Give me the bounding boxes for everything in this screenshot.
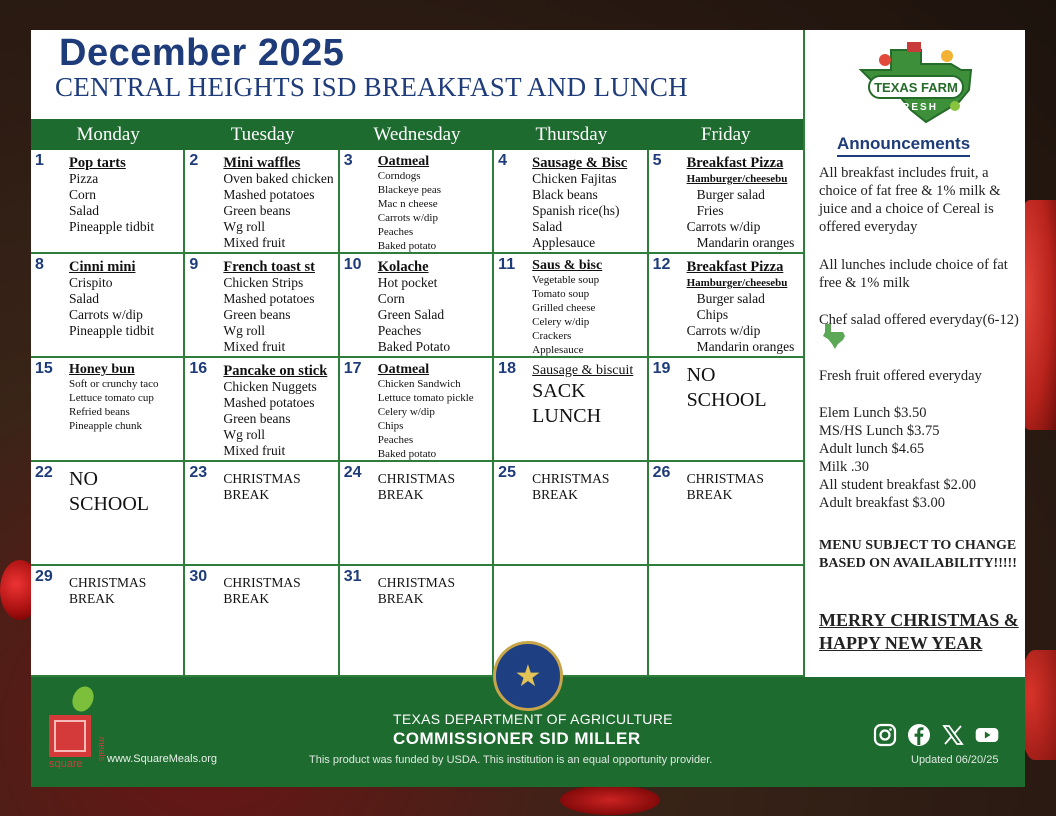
menu-item: Wg roll xyxy=(223,323,266,338)
breakfast-item: Saus & bisc xyxy=(532,258,603,273)
menu-items xyxy=(532,155,644,251)
menu-item: Chicken Fajitas xyxy=(532,171,617,186)
menu-item: Carrots w/dip xyxy=(377,212,438,224)
weekday-thursday: Thursday xyxy=(535,124,608,145)
calendar-grid xyxy=(31,150,803,677)
menu-item: Peaches xyxy=(377,226,414,238)
calendar-day-cell xyxy=(31,462,185,566)
menu-item: BREAK xyxy=(377,591,424,606)
menu-item: Wg roll xyxy=(223,219,266,234)
menu-item: SCHOOL xyxy=(69,493,150,515)
menu-item: Spanish rice(hs) xyxy=(532,203,620,218)
menu-items xyxy=(378,259,490,355)
day-number: 16 xyxy=(189,360,208,377)
breakfast-item: Cinni mini xyxy=(69,259,136,275)
menu-item: LUNCH xyxy=(532,405,602,427)
menu-items xyxy=(532,259,644,357)
menu-item: BREAK xyxy=(377,487,424,502)
calendar-panel xyxy=(31,30,805,677)
menu-item: Pineapple tidbit xyxy=(69,219,155,234)
calendar-day-cell xyxy=(340,150,494,254)
menu-item: BREAK xyxy=(223,487,270,502)
price-line: Milk .30 xyxy=(819,459,869,475)
calendar-day-cell xyxy=(31,358,185,462)
menu-disclaimer: MENU SUBJECT TO CHANGE BASED ON AVAILABILITY!!!!! xyxy=(819,538,1017,571)
menu-items xyxy=(532,363,644,429)
square-meals-url[interactable]: www.SquareMeals.org xyxy=(107,753,218,765)
menu-item: Blackeye peas xyxy=(377,184,441,196)
menu-item: Hamburger/cheesebu xyxy=(686,277,788,289)
texas-shape-icon xyxy=(821,322,847,350)
calendar-day-cell xyxy=(340,566,494,677)
ornament-decoration xyxy=(560,785,660,815)
menu-items xyxy=(223,575,335,607)
weekday-friday: Friday xyxy=(700,124,751,145)
menu-items xyxy=(69,259,181,339)
menu-items xyxy=(378,155,490,253)
footer-bar xyxy=(31,659,1025,787)
updated-date: Updated 06/20/25 xyxy=(911,754,999,766)
breakfast-item: Oatmeal xyxy=(377,362,430,377)
calendar-day-cell xyxy=(31,150,185,254)
menu-items xyxy=(69,155,181,235)
menu-item: CHRISTMAS xyxy=(532,471,610,486)
calendar-day-cell xyxy=(494,150,648,254)
price-line: All student breakfast $2.00 xyxy=(819,477,977,493)
day-number: 8 xyxy=(35,256,44,273)
calendar-day-cell xyxy=(494,254,648,358)
menu-items xyxy=(687,155,801,251)
ornament-decoration xyxy=(1020,650,1056,760)
tda-name: TEXAS DEPARTMENT OF AGRICULTURE xyxy=(393,711,673,727)
holiday-greeting: MERRY CHRISTMAS & HAPPY NEW YEAR xyxy=(819,610,1019,653)
month-title: December 2025 xyxy=(59,32,345,74)
day-number: 11 xyxy=(498,256,516,273)
menu-item: BREAK xyxy=(532,487,578,502)
chef-salad-note: Chef salad offered everyday(6-12) xyxy=(819,312,1019,328)
fresh-text: FRESH xyxy=(894,102,938,113)
menu-item: Carrots w/dip xyxy=(686,219,761,234)
calendar-day-cell xyxy=(185,358,339,462)
day-number: 22 xyxy=(35,464,53,481)
meals-text: meals xyxy=(97,737,107,762)
menu-item: Baked potato xyxy=(377,240,437,252)
price-line: Adult breakfast $3.00 xyxy=(819,495,946,511)
breakfast-item: Mini waffles xyxy=(223,155,301,171)
menu-item: Pineapple chunk xyxy=(69,420,143,432)
menu-item: Pizza xyxy=(69,171,99,186)
breakfast-item: Breakfast Pizza xyxy=(686,259,784,275)
day-number: 15 xyxy=(35,360,53,377)
day-number: 25 xyxy=(498,464,516,481)
calendar-day-cell xyxy=(649,254,803,358)
menu-sheet xyxy=(31,30,1025,787)
price-line: Elem Lunch $3.50 xyxy=(819,405,927,421)
menu-item: Mac n cheese xyxy=(377,198,438,210)
calendar-day-cell xyxy=(340,254,494,358)
menu-item: Vegetable soup xyxy=(532,274,600,286)
menu-item: Green beans xyxy=(223,307,291,322)
calendar-day-cell xyxy=(185,566,339,677)
menu-item: Peaches xyxy=(377,434,414,446)
fresh-fruit-note: Fresh fruit offered everyday xyxy=(819,368,982,384)
menu-items xyxy=(532,471,644,503)
menu-item: Lettuce tomato cup xyxy=(69,392,154,404)
day-number: 30 xyxy=(189,568,208,585)
calendar-day-cell xyxy=(649,462,803,566)
breakfast-item: Pop tarts xyxy=(69,155,126,171)
menu-item: Mashed potatoes xyxy=(223,395,315,410)
calendar-day-cell xyxy=(185,150,339,254)
day-number: 17 xyxy=(343,360,362,377)
day-number: 4 xyxy=(498,152,508,169)
menu-item: Burger salad xyxy=(696,187,765,202)
menu-item: BREAK xyxy=(223,591,270,606)
calendar-day-cell xyxy=(494,358,648,462)
page-title: CENTRAL HEIGHTS ISD BREAKFAST AND LUNCH xyxy=(55,72,688,102)
menu-item: CHRISTMAS xyxy=(69,575,147,590)
menu-item: Carrots w/dip xyxy=(69,307,143,322)
day-number: 23 xyxy=(189,464,208,481)
breakfast-item: French toast st xyxy=(223,259,315,275)
square-meals-logo xyxy=(45,685,107,769)
day-number: 2 xyxy=(189,152,199,169)
menu-item: Chicken Strips xyxy=(223,275,304,290)
menu-item: CHRISTMAS xyxy=(377,471,456,486)
announcements-heading: Announcements xyxy=(837,134,970,157)
menu-item: Fries xyxy=(696,203,724,218)
calendar-day-cell xyxy=(340,462,494,566)
price-line: Adult lunch $4.65 xyxy=(819,441,925,457)
price-line: MS/HS Lunch $3.75 xyxy=(819,423,940,439)
menu-items xyxy=(378,363,490,461)
day-number: 1 xyxy=(35,152,44,169)
announcements-panel xyxy=(807,30,1025,677)
menu-item: Chips xyxy=(377,420,404,432)
menu-items xyxy=(378,471,490,503)
weekday-header xyxy=(31,119,803,150)
day-number: 18 xyxy=(498,360,516,377)
menu-item: Burger salad xyxy=(696,291,765,306)
menu-item: Peaches xyxy=(377,323,422,338)
breakfast-item: Breakfast Pizza xyxy=(686,155,784,171)
menu-items xyxy=(223,259,335,355)
menu-item: Applesauce xyxy=(532,235,596,250)
menu-item: Green beans xyxy=(223,203,291,218)
menu-item: Mandarin oranges xyxy=(696,235,795,250)
social-links xyxy=(873,723,999,747)
menu-item: CHRISTMAS xyxy=(686,471,764,486)
menu-item: Mashed potatoes xyxy=(223,291,315,306)
menu-item: Refried beans xyxy=(69,406,130,418)
day-number: 9 xyxy=(189,256,199,273)
calendar-day-cell xyxy=(494,462,648,566)
menu-items xyxy=(223,155,335,251)
menu-item: BREAK xyxy=(69,591,115,606)
commissioner-name: COMMISSIONER SID MILLER xyxy=(393,729,641,748)
tda-seal-icon: ★ xyxy=(493,641,563,711)
menu-items xyxy=(378,575,490,607)
menu-item: Lettuce tomato pickle xyxy=(377,392,474,404)
breakfast-item: Oatmeal xyxy=(377,154,430,169)
menu-items xyxy=(69,363,181,433)
menu-item: Mixed fruit xyxy=(223,443,286,458)
instagram-icon[interactable] xyxy=(873,723,897,747)
menu-item: NO xyxy=(686,364,716,386)
breakfast-item: Sausage & Bisc xyxy=(532,155,628,171)
menu-item: Black beans xyxy=(532,187,598,202)
lunch-note: All lunches include choice of fat free & 1% milk xyxy=(819,257,1008,291)
menu-item: Crispito xyxy=(69,275,113,290)
menu-item: Chicken Nuggets xyxy=(223,379,317,394)
calendar-day-cell xyxy=(649,358,803,462)
menu-item: Baked Potato xyxy=(377,339,451,354)
menu-item: NO xyxy=(69,468,98,490)
menu-item: Carrots w/dip xyxy=(686,323,761,338)
breakfast-item: Honey bun xyxy=(69,362,135,377)
menu-item: BREAK xyxy=(686,487,733,502)
menu-item: SACK xyxy=(532,380,586,402)
menu-item: SCHOOL xyxy=(686,389,767,411)
youtube-icon[interactable] xyxy=(975,723,999,747)
breakfast-item: Pancake on stick xyxy=(223,363,328,379)
menu-items xyxy=(687,259,801,355)
menu-item: Green Salad xyxy=(377,307,445,322)
calendar-day-cell xyxy=(185,462,339,566)
calendar-day-cell xyxy=(31,566,185,677)
menu-item: Baked potato xyxy=(377,448,437,460)
menu-item: Salad xyxy=(69,203,99,218)
menu-item: Corndogs xyxy=(377,170,421,182)
day-number: 31 xyxy=(343,568,362,585)
menu-item: Oven baked chicken xyxy=(223,171,334,186)
texas-farm-fresh-logo xyxy=(851,40,981,125)
menu-item: Mixed fruit xyxy=(223,235,286,250)
menu-item: Mandarin oranges xyxy=(696,339,795,354)
menu-item: Chicken Sandwich xyxy=(377,378,461,390)
calendar-day-cell xyxy=(185,254,339,358)
weekday-monday: Monday xyxy=(76,124,140,145)
facebook-icon[interactable] xyxy=(907,723,931,747)
square-text: square xyxy=(49,758,83,769)
prices-list xyxy=(819,404,1019,512)
day-number: 3 xyxy=(343,152,353,169)
menu-item: Celery w/dip xyxy=(532,316,590,328)
menu-item: CHRISTMAS xyxy=(377,575,456,590)
menu-item: Soft or crunchy taco xyxy=(69,378,159,390)
menu-item: Hamburger/cheesebu xyxy=(686,173,788,185)
day-number: 5 xyxy=(652,152,662,169)
day-number: 10 xyxy=(343,256,362,273)
menu-item: CHRISTMAS xyxy=(223,471,301,486)
menu-items xyxy=(223,363,335,459)
calendar-day-cell xyxy=(340,358,494,462)
menu-items xyxy=(687,363,801,413)
menu-item: Tomato soup xyxy=(532,288,590,300)
menu-items xyxy=(223,471,335,503)
menu-items xyxy=(69,575,181,607)
weekday-wednesday: Wednesday xyxy=(373,124,461,145)
menu-item: Salad xyxy=(69,291,99,306)
calendar-day-cell xyxy=(649,566,803,677)
menu-item: Hot pocket xyxy=(377,275,438,290)
day-number: 19 xyxy=(652,360,671,377)
weekday-tuesday: Tuesday xyxy=(230,124,295,145)
breakfast-item: Kolache xyxy=(377,259,429,275)
menu-items xyxy=(69,467,181,517)
menu-item: Green beans xyxy=(223,411,291,426)
menu-item: Salad xyxy=(532,219,563,234)
day-number: 12 xyxy=(652,256,671,273)
menu-items xyxy=(687,471,801,503)
day-number: 26 xyxy=(652,464,671,481)
x-icon[interactable] xyxy=(941,723,965,747)
breakfast-note: All breakfast includes fruit, a choice of fat free & 1% milk & juice and a choice of Cereal is offered everyday xyxy=(819,165,1001,235)
day-number: 29 xyxy=(35,568,53,585)
menu-item: Wg roll xyxy=(223,427,266,442)
menu-item: Pineapple tidbit xyxy=(69,323,155,338)
menu-item: Applesauce xyxy=(532,344,584,356)
texas-farm-text: TEXAS FARM xyxy=(874,80,958,95)
menu-item: Crackers xyxy=(532,330,572,342)
menu-item: Mashed potatoes xyxy=(223,187,315,202)
menu-item: Corn xyxy=(69,187,96,202)
menu-item: Mixed fruit xyxy=(223,339,286,354)
menu-item: Celery w/dip xyxy=(377,406,435,418)
menu-item: Corn xyxy=(377,291,405,306)
menu-item: Grilled cheese xyxy=(532,302,596,314)
menu-item: CHRISTMAS xyxy=(223,575,301,590)
day-number: 24 xyxy=(343,464,362,481)
calendar-day-cell xyxy=(649,150,803,254)
calendar-day-cell xyxy=(31,254,185,358)
usda-disclaimer: This product was funded by USDA. This institution is an equal opportunity provider. xyxy=(309,754,713,766)
breakfast-item: Sausage & biscuit xyxy=(532,363,634,378)
menu-item: Chips xyxy=(696,307,729,322)
